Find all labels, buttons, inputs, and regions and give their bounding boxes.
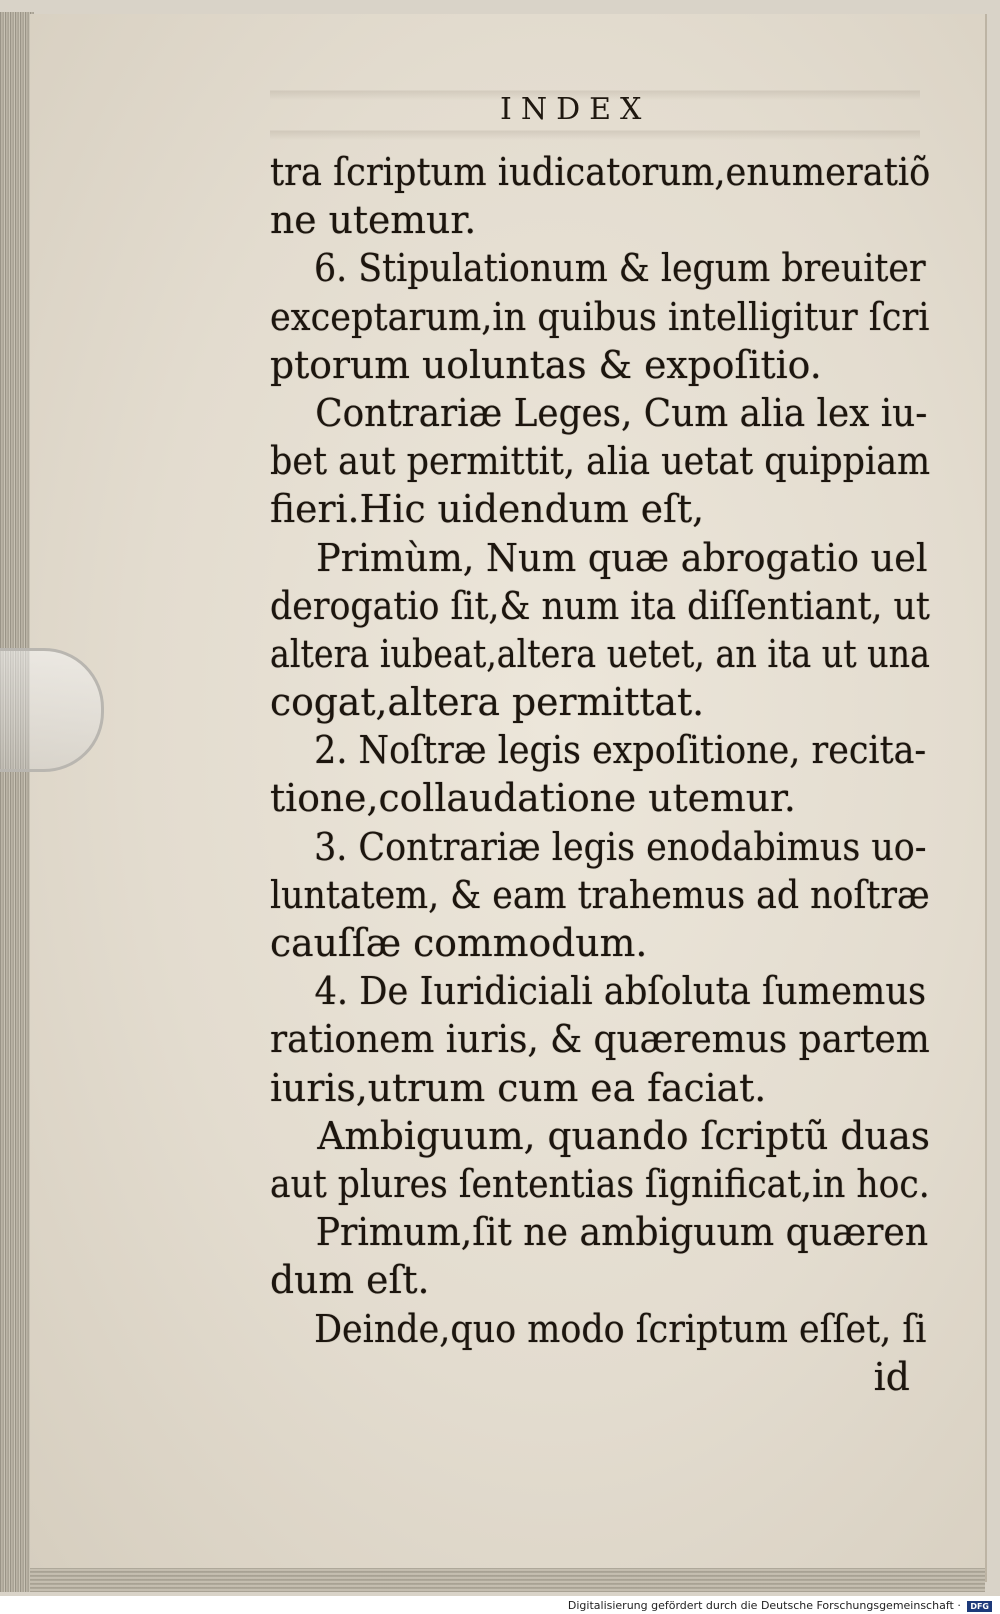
text-line: Ambiguum, quando ſcriptũ duas [317,1113,931,1158]
text-line: Primum,ſit ne ambiguum quæren [315,1210,929,1255]
text-line: tione,collaudatione utemur. [270,776,796,821]
text-line: 2. Noſtræ legis expoſitione, recita- [314,728,927,773]
running-head: INDEX [500,92,651,127]
credit-text: Digitalisierung gefördert durch die Deutsche Forschungsgemeinschaft [567,1599,954,1612]
text-line: fieri.Hic uidendum eſt, [270,487,705,532]
text-line: Contrariæ Leges, Cum alia lex iu- [315,390,928,435]
text-line: tra ſcriptum iudicatorum,enumeratiõ [270,150,931,194]
text-line: exceptarum,in quibus intelligitur ſcri [270,294,930,339]
text-line: iuris,utrum cum ea faciat. [270,1065,767,1110]
text-line: 4. De Iuridiciali abſoluta ſumemus [314,969,927,1014]
text-line: 6. Stipulationum & legum breuiter [313,246,926,291]
text-line: derogatio ſit,& num ita diſſentiant, ut [270,583,930,628]
page-bottom-edge [30,1568,985,1592]
dfg-logo-icon: DFG [967,1601,992,1612]
footer-credit: Digitalisierung gefördert durch die Deutsche Forschungsgemeinschaft · DFG [568,1599,992,1612]
body-text [270,148,935,1401]
text-line: cauſſæ commodum. [270,921,648,965]
text-line: Primùm, Num quæ abrogatio uel [316,535,928,580]
text-line: aut plures ſententias ſignificat,in hoc. [270,1161,930,1206]
text-line: ne utemur. [270,198,477,243]
text-line: 3. Contrariæ legis enodabimus uo- [314,824,927,869]
text-line: altera iubeat,altera uetet, an ita ut una [270,631,930,676]
text-line: dum eſt. [270,1258,430,1303]
text-line: id [873,1354,910,1399]
text-line: ptorum uoluntas & expoſitio. [270,342,822,387]
text-line: bet aut permittit, alia uetat quippiam [270,439,931,484]
page-edges [0,12,34,1592]
text-line: rationem iuris, & quæremus partem [270,1017,930,1062]
text-line: Deinde,quo modo ſcriptum eſſet, ſi [314,1306,927,1351]
text-line: luntatem, & eam trahemus ad noſtræ [270,872,930,917]
text-line: cogat,altera permittat. [270,680,705,725]
